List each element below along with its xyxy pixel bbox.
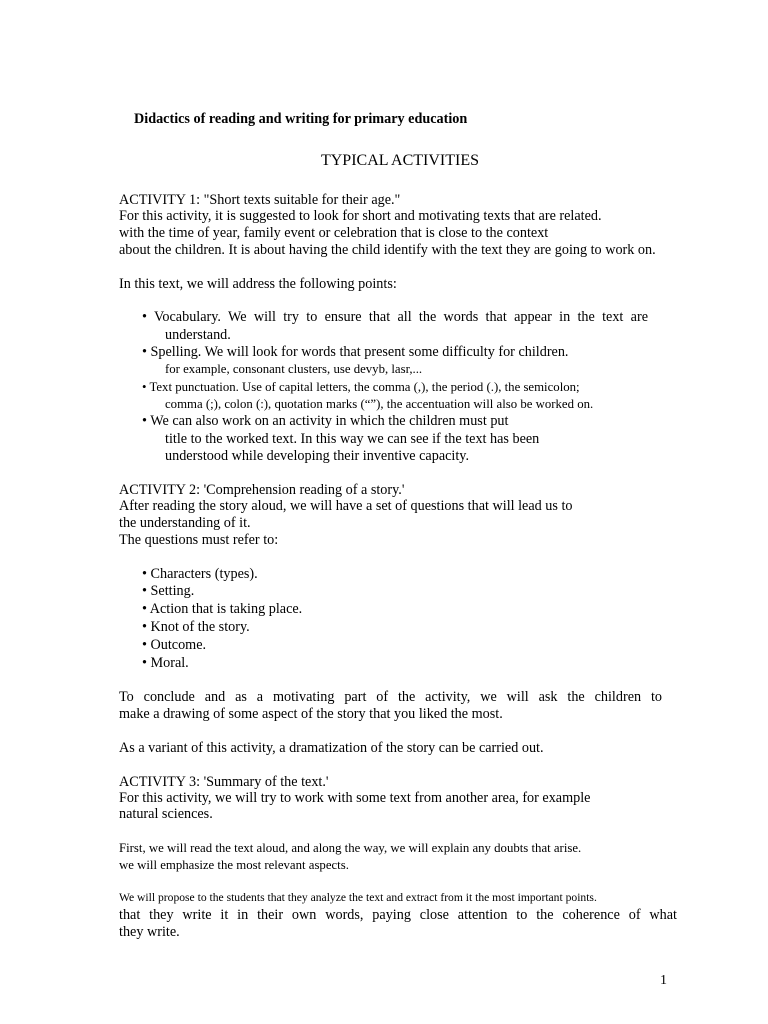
bullet-item: • Vocabulary. We will try to ensure that all the words that appear in the text are bbox=[142, 309, 648, 325]
paragraph-line: the understanding of it. bbox=[119, 515, 251, 531]
paragraph-line: After reading the story aloud, we will have a set of questions that will lead us to bbox=[119, 498, 573, 514]
list-item: • Action that is taking place. bbox=[142, 601, 303, 617]
bullet-continuation: title to the worked text. In this way we can see if the text has been bbox=[165, 431, 540, 447]
bullet-item: • We can also work on an activity in which the children must put bbox=[142, 413, 509, 429]
page-number: 1 bbox=[660, 973, 667, 988]
paragraph-line: make a drawing of some aspect of the story that you liked the most. bbox=[119, 706, 503, 722]
list-item: • Setting. bbox=[142, 583, 195, 599]
paragraph-line: We will propose to the students that they analyze the text and extract from it the most important points. bbox=[119, 891, 597, 904]
page-title: TYPICAL ACTIVITIES bbox=[320, 152, 480, 169]
bullet-continuation: understand. bbox=[165, 327, 231, 343]
bullet-continuation: for example, consonant clusters, use devyb, lasr,... bbox=[165, 362, 423, 376]
list-item: • Knot of the story. bbox=[142, 619, 250, 635]
activity-1-heading: ACTIVITY 1: "Short texts suitable for their age." bbox=[119, 192, 401, 208]
bullet-continuation: understood while developing their inventive capacity. bbox=[165, 448, 470, 464]
bullet-continuation: comma (;), colon (:), quotation marks (“”), the accentuation will also be worked on. bbox=[165, 397, 594, 411]
paragraph-line: they write. bbox=[119, 924, 180, 940]
paragraph-line: In this text, we will address the following points: bbox=[119, 276, 397, 292]
paragraph-line: To conclude and as a motivating part of the activity, we will ask the children to bbox=[119, 689, 662, 705]
list-item: • Characters (types). bbox=[142, 566, 258, 582]
list-item: • Outcome. bbox=[142, 637, 207, 653]
list-item: • Moral. bbox=[142, 655, 189, 671]
paragraph-line: First, we will read the text aloud, and along the way, we will explain any doubts that arise. bbox=[119, 841, 582, 855]
paragraph-line: with the time of year, family event or celebration that is close to the context bbox=[119, 225, 549, 241]
bullet-item: • Spelling. We will look for words that present some difficulty for children. bbox=[142, 344, 569, 360]
paragraph-line: The questions must refer to: bbox=[119, 532, 279, 548]
paragraph-line: we will emphasize the most relevant aspects. bbox=[119, 858, 349, 872]
course-title: Didactics of reading and writing for primary education bbox=[134, 111, 468, 127]
paragraph-line: about the children. It is about having the child identify with the text they are going to work on. bbox=[119, 242, 656, 258]
paragraph-line: As a variant of this activity, a dramatization of the story can be carried out. bbox=[119, 740, 544, 756]
activity-3-heading: ACTIVITY 3: 'Summary of the text.' bbox=[119, 774, 329, 790]
paragraph-line: natural sciences. bbox=[119, 806, 213, 822]
paragraph-line: For this activity, it is suggested to look for short and motivating texts that are related. bbox=[119, 208, 602, 224]
paragraph-line: that they write it in their own words, paying close attention to the coherence of what bbox=[119, 907, 677, 923]
paragraph-line: For this activity, we will try to work with some text from another area, for example bbox=[119, 790, 591, 806]
bullet-item: • Text punctuation. Use of capital letters, the comma (,), the period (.), the semicolon; bbox=[142, 380, 580, 394]
activity-2-heading: ACTIVITY 2: 'Comprehension reading of a story.' bbox=[119, 482, 405, 498]
